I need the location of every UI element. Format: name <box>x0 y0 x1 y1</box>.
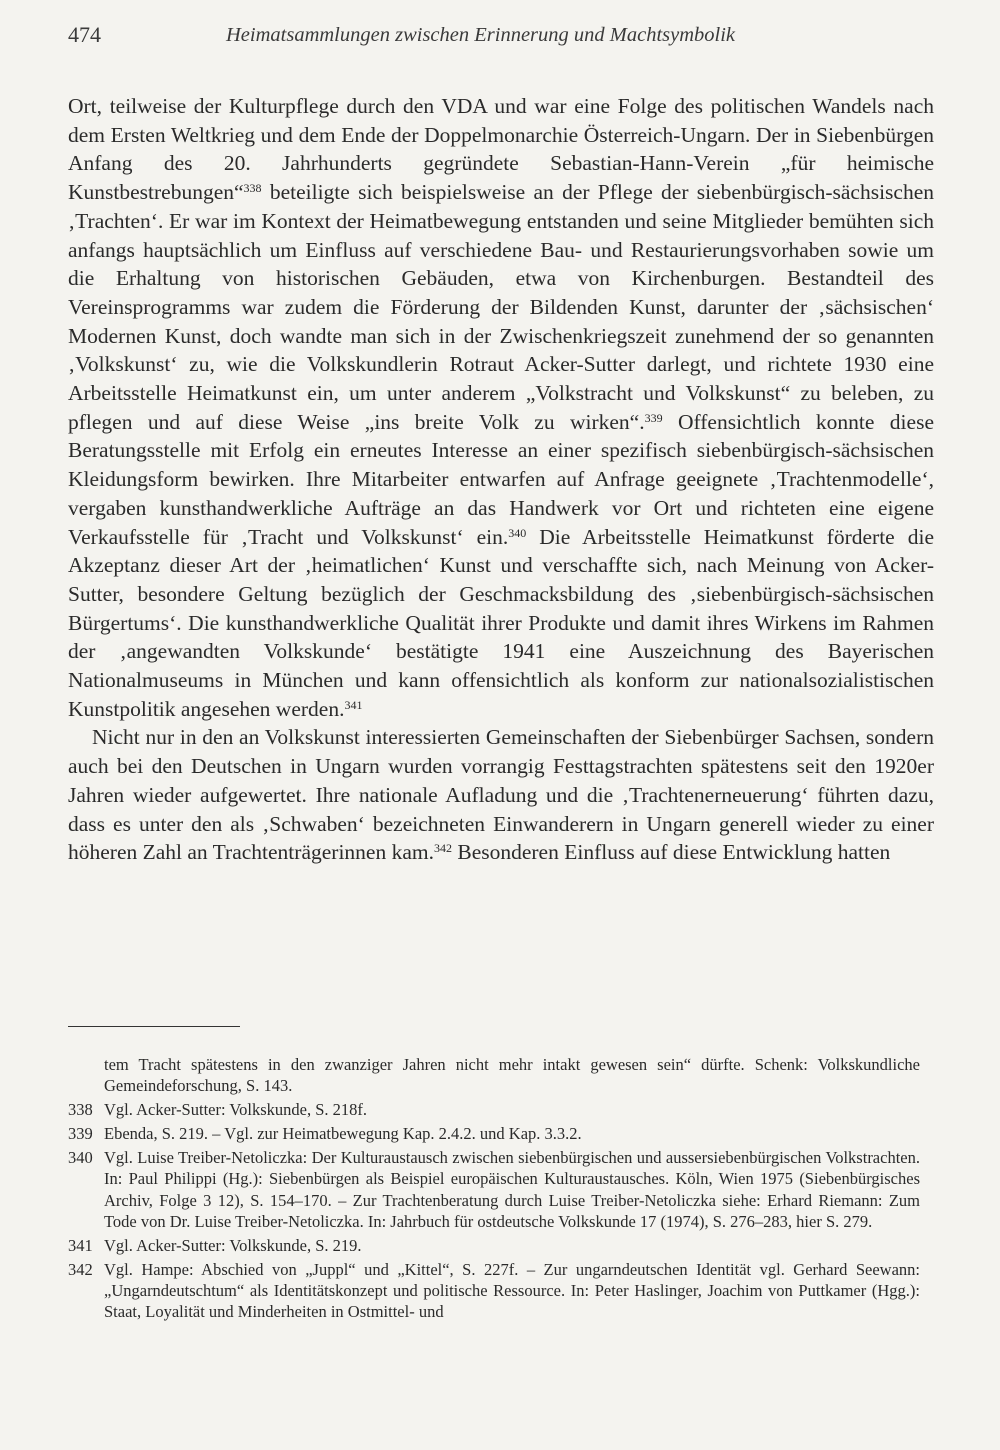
paragraph-1 <box>68 92 934 723</box>
footnote-text: Vgl. Hampe: Abschied von „Juppl“ und „Kittel“, S. 227f. – Zur ungarndeutschen Identität vgl. Gerhard Seewann: „Ungarndeutschtum“ als Identitätskonzept und politische Ressource. In: Peter Haslinger, Joachim von Puttkamer (Hgg.): Staat, Loyalität und Minderheiten in Ostmittel- und <box>104 1259 920 1322</box>
running-title: Heimatsammlungen zwischen Erinnerung und Machtsymbolik <box>226 24 736 46</box>
footnote-ref-342: 342 <box>433 841 452 856</box>
footnote-text: tem Tracht spätestens in den zwanziger Jahren nicht mehr intakt gewesen sein“ dürfte. Schenk: Volkskundliche Gemeindeforschung, S. 143. <box>104 1055 920 1096</box>
text-run: Nicht nur in den an Volkskunst interessierten Gemeinschaften der Siebenbürger Sachsen, sondern auch bei den Deutschen in Ungarn wurden vorrangig Festtagstrachten spätestens seit den 1920er Jahren wieder aufgewertet. Ihre nationale Aufladung und die ‚Trachtenerneuerung‘ führten dazu, dass es unter den als ‚Schwaben‘ bezeichneten Einwanderern in Ungarn generell wieder zu einer höheren Zahl an Trachtenträgerinnen kam. <box>68 725 934 865</box>
footnote-340 <box>68 1147 920 1232</box>
text-run: Die Arbeitsstelle Heimatkunst förderte die Akzeptanz dieser Art der ‚heimatlichen‘ Kunst und verschaffte sich, nach Meinung von Acker-Sutter, besondere Geltung bezüglich der Geschmacksbildung des ‚siebenbürgisch-sächsischen Bürgertums‘. Die kunsthandwerkliche Qualität ihrer Produkte und damit ihres Wirkens im Rahmen der ‚angewandten Volkskunde‘ bestätigte 1941 eine Auszeichnung des Bayerischen Nationalmuseums in München und kann offensichtlich als konform zur nationalsozialistischen Kunstpolitik angesehen werden. <box>68 524 934 721</box>
footnote-341 <box>68 1235 920 1256</box>
footnote-339 <box>68 1123 920 1144</box>
footnote-ref-341: 341 <box>344 697 363 712</box>
footnote-text: Vgl. Acker-Sutter: Volkskunde, S. 218f. <box>104 1100 368 1120</box>
text-run: Ort, teilweise der Kulturpflege durch den VDA und war eine Folge des politischen Wandels nach dem Ersten Weltkrieg und dem Ende der Doppelmonarchie Österreich-Ungarn. Der in Siebenbürgen Anfang des 20. Jahrhunderts gegründete Sebastian-Hann-Verein „für heimische Kunstbestrebungen“ <box>68 94 934 205</box>
footnotes <box>68 1054 920 1325</box>
page-header <box>68 22 938 58</box>
footnote-number: 341 <box>68 1235 93 1255</box>
paragraph-2 <box>68 723 934 867</box>
text-run: beteiligte sich beispielsweise an der Pflege der siebenbürgisch-sächsischen ‚Trachten‘. Er war im Kontext der Heimatbewegung entstanden und seine Mitglieder bemühten sich anfangs hauptsächlich um Einfluss auf verschiedene Bau- und Restaurierungsvorhaben sowie um die Erhaltung von historischen Gebäuden, etwa von Kirchenburgen. Bestandteil des Vereinsprogramms war zudem die Förderung der Bildenden Kunst, darunter der ‚sächsischen‘ Modernen Kunst, doch wandte man sich in der Zwischenkriegszeit zunehmend der so genannten ‚Volkskunst‘ zu, wie die Volkskundlerin Rotraut Acker-Sutter darlegt, und richtete 1930 eine Arbeitsstelle Heimatkunst ein, um unter anderem „Volkstracht und Volkskunst“ zu beleben, zu pflegen und auf diese Weise „ins breite Volk zu wirken“. <box>68 180 934 434</box>
footnote-number: 338 <box>68 1100 93 1120</box>
footnote-text: Vgl. Luise Treiber-Netoliczka: Der Kulturaustausch zwischen siebenbürgischen und aussersiebenbürgischen Volkstrachten. In: Paul Philippi (Hg.): Siebenbürgen als Beispiel europäischen Kulturaustausches. Köln, Wien 1975 (Siebenbürgisches Archiv, Folge 3 12), S. 154–170. – Zur Trachtenberatung durch Luise Treiber-Netoliczka siehe: Erhard Riemann: Zum Tode von Dr. Luise Treiber-Netoliczka. In: Jahrbuch für ostdeutsche Volkskunde 17 (1974), S. 276–283, hier S. 279. <box>104 1147 920 1231</box>
footnote-text: Vgl. Acker-Sutter: Volkskunde, S. 219. <box>104 1235 362 1255</box>
footnote-342 <box>68 1259 920 1323</box>
footnote-338 <box>68 1099 920 1120</box>
footnote-number: 339 <box>68 1124 93 1144</box>
footnote-text: Ebenda, S. 219. – Vgl. zur Heimatbewegung Kap. 2.4.2. und Kap. 3.3.2. <box>104 1124 582 1144</box>
main-text <box>68 92 934 867</box>
footnote-ref-338: 338 <box>243 181 262 196</box>
footnote-ref-340: 340 <box>508 525 527 540</box>
footnote-separator <box>68 1026 240 1027</box>
footnote-number: 340 <box>68 1147 93 1167</box>
footnote-continuation <box>68 1054 920 1097</box>
text-run: Besonderen Einfluss auf diese Entwicklung hatten <box>451 840 891 865</box>
footnote-number: 342 <box>68 1259 93 1279</box>
page-number: 474 <box>68 22 101 47</box>
text-run: Offensichtlich konnte diese Beratungsstelle mit Erfolg ein erneutes Interesse an einer spezifisch siebenbürgisch-sächsischen Kleidungsform bewirken. Ihre Mitarbeiter entwarfen auf Anfrage geeignete ‚Trachtenmodelle‘, vergaben kunsthandwerkliche Aufträge an das Handwerk vor Ort und richteten eine eigene Verkaufsstelle für ‚Tracht und Volkskunst‘ ein. <box>68 409 934 549</box>
footnote-ref-339: 339 <box>644 410 663 425</box>
